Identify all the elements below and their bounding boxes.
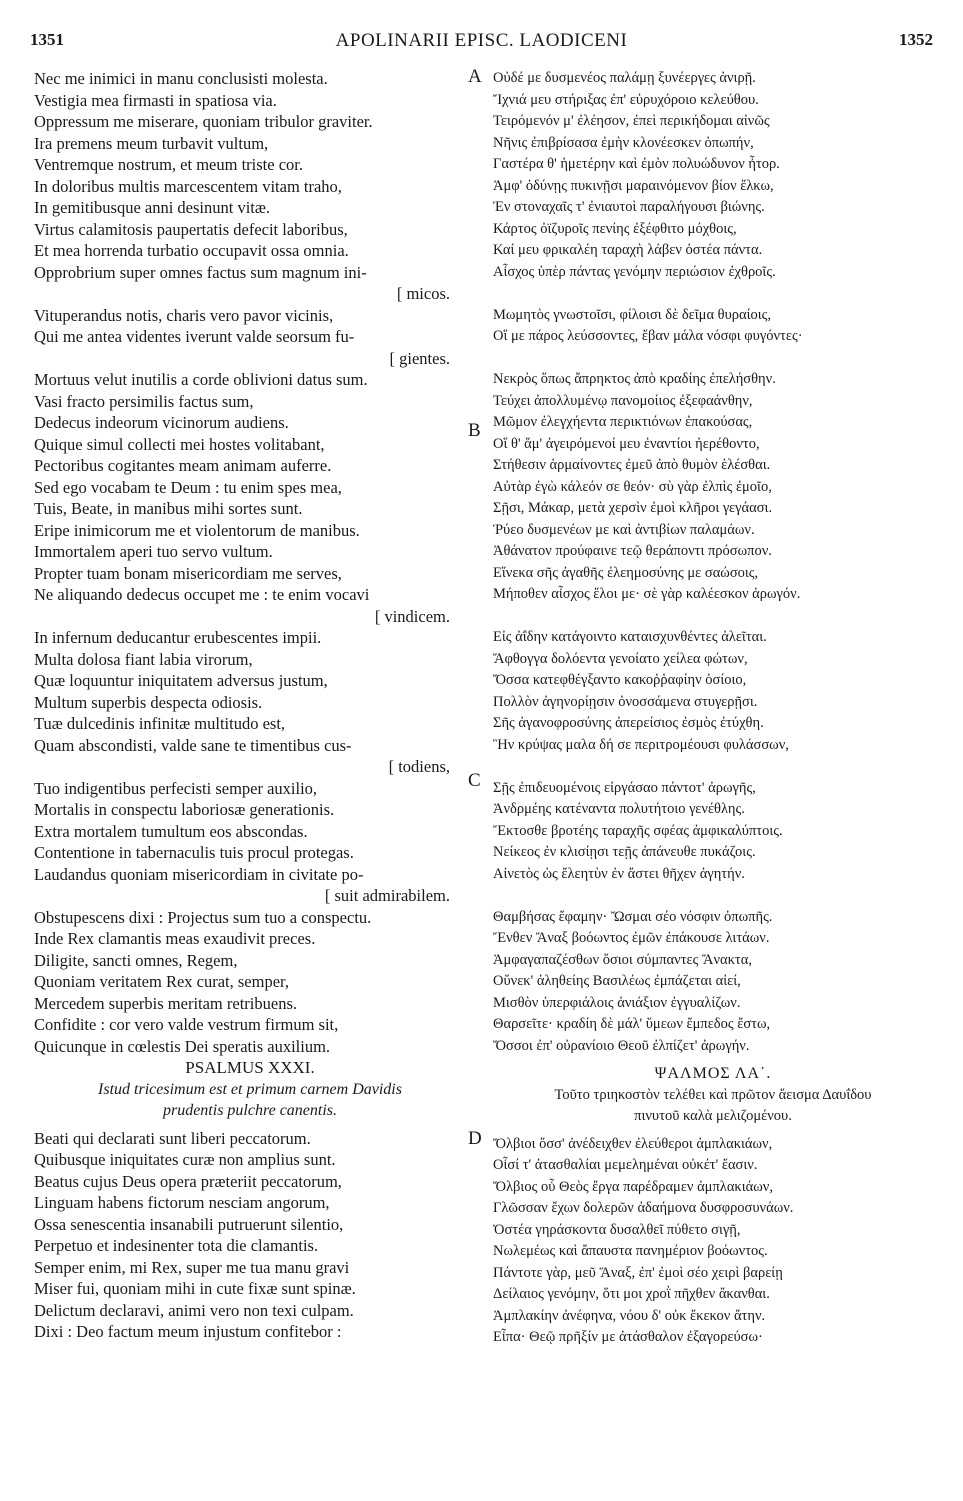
greek-line: Τειρόμενόν μ' ἐλέησον, ἐπεὶ περικήδομαι αἰνῶς bbox=[493, 113, 770, 129]
greek-line: Ὅσσα κατεφθέγξαντο κακοῤῥαφίην ὁσίοιο, bbox=[493, 672, 747, 688]
running-header bbox=[0, 30, 963, 60]
greek-line: Σῆς ἀγανοφροσύνης ἀπερείσιος ἐσμὸς ἐτύχθη. bbox=[493, 715, 764, 731]
latin-line: Pectoribus cogitantes meam animam auferre. bbox=[34, 456, 332, 475]
latin-line: Inde Rex clamantis meas exaudivit preces. bbox=[34, 929, 316, 948]
latin-psalm-subtitle-1: Istud tricesimum est et primum carnem Davidis bbox=[98, 1080, 402, 1098]
greek-line: Καί μευ φρικαλέη ταραχὴ λάβεν ὀστέα πάντα. bbox=[493, 242, 763, 258]
greek-line: Στήθεσιν ἁρμαίνοντες ἐμεῦ ἀπὸ θυμὸν ἑλέσθαι. bbox=[493, 457, 771, 473]
greek-psalm-subtitle-1: Τοῦτο τριηκοστὸν τελέθει καὶ πρῶτον ἄεισμα Δαυΐδου bbox=[554, 1086, 872, 1103]
greek-line: Γαστέρα θ' ἡμετέρην καὶ ἐμὸν πολυώδυνον ἦτορ. bbox=[493, 156, 780, 172]
latin-line: In doloribus multis marcescentem vitam traho, bbox=[34, 176, 342, 196]
latin-line: Propter tuam bonam misericordiam me serves, bbox=[34, 563, 342, 583]
latin-line: Mercedem superbis meritam retribuens. bbox=[34, 993, 297, 1013]
greek-block-6 bbox=[493, 907, 933, 1058]
greek-block-1 bbox=[493, 68, 933, 283]
latin-line: Opprobrium super omnes factus sum magnum ini- bbox=[34, 262, 367, 282]
greek-line: Μήποθεν αἶσχος ἕλοι με· σὲ γὰρ καλέεσκον ἀρωγόν. bbox=[493, 586, 801, 602]
latin-line: Quicunque in cœlestis Dei speratis auxilium. bbox=[34, 1036, 331, 1056]
greek-line: Οὐδέ με δυσμενέος παλάμῃ ξυνέεργες ἀνιρῇ. bbox=[493, 70, 756, 86]
greek-line: Ὄλβιος οὗ Θεὸς ἔργα παρέδραμεν ἀμπλακιάων, bbox=[493, 1178, 773, 1195]
latin-line: Tuo indigentibus perfecisti semper auxilio, bbox=[34, 778, 318, 798]
latin-psalm-subtitle-2: prudentis pulchre canentis. bbox=[162, 1102, 338, 1119]
greek-block-3 bbox=[493, 369, 933, 606]
margin-letter-d: D bbox=[468, 1128, 482, 1149]
latin-line: Laudandus quoniam misericordiam in civitate po- bbox=[34, 864, 364, 884]
greek-block-4 bbox=[493, 627, 933, 756]
greek-line: Ἴχνιά μευ στήριξας ἐπ' εὐρυχόροιο κελεύθου. bbox=[493, 91, 759, 108]
latin-block-2 bbox=[34, 305, 466, 628]
latin-line: Ira premens meum turbavit vultum, bbox=[34, 133, 269, 153]
latin-line: Delictum declaravi, animi vero non texi culpam. bbox=[34, 1300, 354, 1320]
greek-block-2 bbox=[493, 305, 933, 348]
latin-line: [ suit admirabilem. bbox=[324, 886, 450, 905]
margin-letter-a: A bbox=[468, 66, 482, 87]
latin-line: Dixi : Deo factum meum injustum confitebor : bbox=[34, 1322, 342, 1341]
left-page-number: 1351 bbox=[30, 30, 64, 49]
running-title: APOLINARII EPISC. LAODICENI bbox=[335, 30, 628, 51]
greek-line: Θαμβήσας ἔφαμην· Ὤσμαι σέο νόσφιν ὀπωπῆς. bbox=[493, 908, 773, 925]
greek-line: Ἀνδρμέης κατέναντα πολυτήτοιο γενέθλης. bbox=[493, 801, 745, 817]
latin-line: Diligite, sancti omnes, Regem, bbox=[34, 950, 238, 970]
latin-line: Ne aliquando dedecus occupet me : te enim vocavi bbox=[34, 585, 370, 604]
latin-line: Miser fui, quoniam mihi in cute fixæ sunt spinæ. bbox=[34, 1279, 356, 1298]
latin-line: Ventremque nostrum, et meum triste cor. bbox=[34, 155, 303, 174]
greek-line: Πολλὸν ἀγηνορίῃσιν ὀνοσσάμενα στυγερῇσι. bbox=[493, 693, 758, 710]
greek-line: Ἣν κρύψας μαλα δή σε περιτρομέουσι φυλάσσων, bbox=[493, 736, 789, 753]
latin-line: Quoniam veritatem Rex curat, semper, bbox=[34, 972, 290, 991]
greek-line: Γλῶσσαν ἔχων δολερῶν ἀδαήμονα δυσφροσυνάων. bbox=[493, 1200, 794, 1216]
greek-line: Σῇσι, Μάκαρ, μετὰ χερσὶν ἐμοὶ κλῆροι γεγάασι. bbox=[493, 500, 773, 516]
greek-line: Κάρτος ὀϊζυροῖς πενίης ἐξέφθιτο μόχθοις, bbox=[493, 220, 737, 237]
margin-letter-c: C bbox=[468, 770, 481, 791]
greek-line: Τεύχει ἀπολλυμένῳ πανομοίιος ἐξεφαάνθην, bbox=[493, 392, 753, 409]
latin-line: Perpetuo et indesinenter tota die clamantis. bbox=[34, 1236, 319, 1255]
latin-column bbox=[34, 68, 466, 1343]
latin-line: Beati qui declarati sunt liberi peccatorum. bbox=[34, 1128, 311, 1148]
greek-block-5 bbox=[493, 778, 933, 886]
greek-column bbox=[493, 68, 933, 1349]
greek-psalm-title: ΨΑΛΜΟΣ ΛΑ΄. bbox=[654, 1065, 772, 1082]
greek-line: Μισθὸν ὑπερφιάλοις ἀνιάξιον ἐγγυαλίζων. bbox=[493, 994, 741, 1011]
latin-line: Vituperandus notis, charis vero pavor vicinis, bbox=[34, 305, 334, 325]
greek-line: Αὐτὰρ ἐγὼ κάλεόν σε θεόν· σὺ γὰρ ἐλπὶς ἐμοῖο, bbox=[493, 478, 772, 495]
latin-block-4 bbox=[34, 778, 466, 907]
latin-line: Mortuus velut inutilis a corde oblivioni datus sum. bbox=[34, 370, 368, 389]
greek-line: Μῶμον ἐλεγχήεντα περικτιόνων ἐπακούσας, bbox=[493, 414, 753, 430]
greek-line: Οἷσί τ' ἀτασθαλίαι μεμελημέναι οὐκέτ' ἔασιν. bbox=[493, 1157, 758, 1173]
greek-line: Ἐν στοναχαῖς τ' ἐνιαυτοὶ παραλήγουσι βιώνης. bbox=[493, 199, 765, 215]
greek-line: Ἀμπλακίην ἀνέφηνα, νόου δ' οὐκ ἔκεκον ἄτην. bbox=[493, 1307, 766, 1324]
latin-block-6 bbox=[34, 1128, 466, 1343]
latin-line: Tuis, Beate, in manibus mihi sortes sunt. bbox=[34, 499, 303, 518]
latin-line: Linguam habens fictorum nesciam angorum, bbox=[34, 1193, 330, 1212]
greek-block-7 bbox=[493, 1134, 933, 1349]
greek-line: Ὀστέα γηράσκοντα δυσαλθεῖ πύθετο σιγῇ, bbox=[493, 1221, 741, 1238]
greek-line: Ἔνθεν Ἄναξ βοόωντος ἐμῶν ἐπάκουσε λιτάων. bbox=[493, 930, 770, 946]
latin-line: Multum superbis despecta odiosis. bbox=[34, 692, 263, 712]
latin-line: Contentione in tabernaculis tuis procul protegas. bbox=[34, 843, 354, 862]
latin-line: Beatus cujus Deus opera præteriit peccatorum, bbox=[34, 1171, 342, 1191]
latin-line: Quam abscondisti, valde sane te timentibus cus- bbox=[34, 735, 352, 755]
latin-line: Virtus calamitosis paupertatis defecit laboribus, bbox=[34, 219, 348, 239]
latin-line: Et mea horrenda turbatio occupavit ossa omnia. bbox=[34, 241, 349, 260]
latin-block-3 bbox=[34, 627, 466, 778]
latin-line: Qui me antea videntes iverunt valde seorsum fu- bbox=[34, 327, 355, 346]
latin-line: [ gientes. bbox=[389, 348, 450, 368]
greek-line: Ἀμφ' ὀδύνῃς πυκινῇσι μαραινόμενον βίον ἕλκω, bbox=[493, 177, 774, 194]
greek-line: Αἶσχος ὑπὲρ πάντας γενόμην περιώσιον ἐχθροῖς. bbox=[493, 263, 776, 280]
greek-line: Ἀμφαγαπαζέσθων ὅσιοι σύμπαντες Ἄνακτα, bbox=[493, 951, 752, 968]
latin-line: [ todiens, bbox=[388, 757, 450, 776]
greek-psalm-subtitle-2: πινυτοῦ καλὰ μελιζομένου. bbox=[634, 1108, 792, 1124]
greek-line: Εἶπα· Θεῷ πρῆξίν με ἀτάσθαλον ἐξαγορεύσω· bbox=[493, 1329, 763, 1345]
latin-line: Multa dolosa fiant labia virorum, bbox=[34, 649, 253, 669]
greek-line: Οἵ θ' ἅμ' ἀγειρόμενοί μευ ἐναντίοι ἠερέθοντο, bbox=[493, 435, 760, 452]
latin-line: Tuæ dulcedinis infinitæ multitudo est, bbox=[34, 714, 286, 733]
greek-line: Ῥύεο δυσμενέων με καὶ ἀντιβίων παλαμάων. bbox=[493, 521, 755, 538]
latin-line: Oppressum me miserare, quoniam tribulor graviter. bbox=[34, 112, 373, 131]
latin-line: Semper enim, mi Rex, super me tua manu gravi bbox=[34, 1257, 350, 1277]
latin-line: Mortalis in conspectu laboriosæ generationis. bbox=[34, 800, 335, 819]
greek-line: Νείκεος ἐν κλισίῃσι τεῇς ἀπάνευθε πυκάζοις. bbox=[493, 844, 756, 860]
latin-line: [ vindicem. bbox=[374, 606, 450, 626]
latin-psalm-title: PSALMUS XXXI. bbox=[185, 1058, 315, 1077]
greek-line: Ὄλβιοι ὅσσ' ἀνέδειχθεν ἐλεύθεροι ἀμπλακιάων, bbox=[493, 1135, 773, 1152]
latin-line: Obstupescens dixi : Projectus sum tuo a conspectu. bbox=[34, 907, 372, 927]
latin-line: Sed ego vocabam te Deum : tu enim spes mea, bbox=[34, 477, 342, 497]
latin-block-1 bbox=[34, 68, 466, 305]
latin-line: Immortalem aperi tuo servo vultum. bbox=[34, 542, 273, 561]
latin-line: Quique simul collecti mei hostes volitabant, bbox=[34, 434, 325, 454]
latin-line: Confidite : cor vero valde vestrum firmum sit, bbox=[34, 1015, 339, 1034]
margin-letter-b: B bbox=[468, 420, 481, 441]
latin-line: In gemitibusque anni desinunt vitæ. bbox=[34, 198, 271, 217]
greek-line: Νωλεμέως καὶ ἄπαυστα πανημέριον βοόωντος. bbox=[493, 1243, 768, 1259]
latin-line: Extra mortalem tumultum eos abscondas. bbox=[34, 821, 308, 841]
latin-line: In infernum deducantur erubescentes impii. bbox=[34, 628, 322, 647]
latin-block-5 bbox=[34, 907, 466, 1058]
greek-line: Ὅσσοι ἐπ' οὐρανίοιο Θεοῦ ἐλπίζετ' ἀρωγήν. bbox=[493, 1037, 750, 1054]
greek-line: Οὕνεκ' ἀληθείης Βασιλέως ἐμπάζεται αἰεί, bbox=[493, 973, 741, 989]
greek-line: Οἵ με πάρος λεύσσοντες, ἔβαν μάλα νόσφι φυγόντες· bbox=[493, 328, 803, 344]
latin-line: Vestigia mea firmasti in spatiosa via. bbox=[34, 90, 277, 110]
greek-line: Εἵνεκα σῆς ἀγαθῆς ἐλεημοσύνης με σαώσοις, bbox=[493, 564, 759, 581]
latin-line: Ossa senescentia insanabili putruerunt silentio, bbox=[34, 1214, 344, 1234]
latin-line: Vasi fracto persimilis factus sum, bbox=[34, 391, 254, 411]
greek-line: Θαρσεῖτε· κραδίη δὲ μάλ' ὕμεων ἔμπεδος ἔστω, bbox=[493, 1016, 771, 1032]
greek-line: Νῆνις ἐπιβρίσασα ἐμὴν κλονέεσκεν ὀπωπήν, bbox=[493, 134, 754, 151]
latin-line: Nec me inimici in manu conclusisti molesta. bbox=[34, 69, 328, 88]
greek-line: Νεκρὸς ὅπως ἄπρηκτος ἀπὸ κραδίης ἐπελήσθην. bbox=[493, 371, 776, 387]
latin-line: Quibusque iniquitates curæ non amplius sunt. bbox=[34, 1150, 336, 1169]
right-page-number: 1352 bbox=[899, 30, 933, 49]
greek-line: Πάντοτε γὰρ, μεῦ Ἄναξ, ἐπ' ἐμοὶ σέο χειρὶ βαρείῃ bbox=[493, 1264, 783, 1281]
greek-line: Μωμητὸς γνωστοῖσι, φίλοισι δὲ δεῖμα θυραίοις, bbox=[493, 306, 772, 323]
greek-line: Εἰς ἀΐδην κατάγοιντο καταισχυνθέντες ἀλεῖται. bbox=[493, 629, 767, 645]
latin-line: Eripe inimicorum me et violentorum de manibus. bbox=[34, 520, 360, 540]
greek-line: Ἀθάνατον προύφαινε τεῷ θεράποντι πρόσωπον. bbox=[493, 543, 772, 559]
greek-line: Ἄφθογγα δολόεντα γενοίατο χείλεα φώτων, bbox=[493, 650, 748, 667]
greek-line: Σῇς ἐπιδευομένοις εἰργάσαο πάντοτ' ἀρωγῆς, bbox=[493, 779, 756, 796]
greek-line: Δείλαιος γενόμην, ὅτι μοι χροῒ πῆχθεν ἄκανθαι. bbox=[493, 1286, 770, 1302]
latin-line: Quæ loquuntur iniquitatem adversus justum, bbox=[34, 671, 328, 690]
latin-line: Dedecus indeorum vicinorum audiens. bbox=[34, 413, 289, 432]
latin-line: [ micos. bbox=[396, 284, 450, 303]
greek-line: Αἰνετὸς ὡς ἔλεητὺν ἐν ἄστει θῆχεν ἀγητήν. bbox=[493, 865, 745, 882]
greek-line: Ἔκτοσθε βροτέης ταραχῆς σφέας ἀμφικαλύπτοις. bbox=[493, 822, 783, 839]
